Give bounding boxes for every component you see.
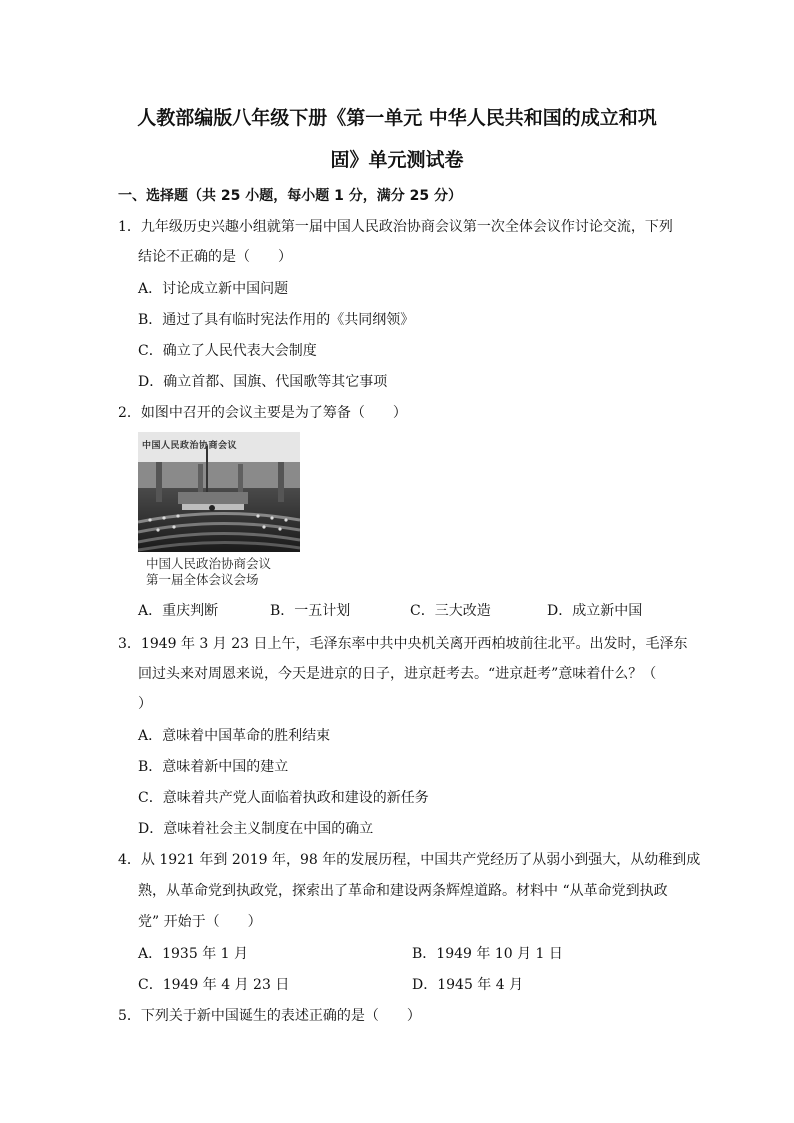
- q4-stem-line3: 党” 开始于（ ）: [138, 914, 262, 930]
- q3-option-d: D．意味着社会主义制度在中国的确立: [138, 821, 374, 837]
- q2-option-a: A．重庆判断: [138, 603, 219, 619]
- q4-option-a: A．1935 年 1 月: [138, 946, 248, 962]
- q1-stem-line2: 结论不正确的是（ ）: [138, 249, 292, 265]
- q1-option-d: D．确立首都、国旗、代国歌等其它事项: [138, 374, 388, 390]
- exam-title-line2: 固》单元测试卷: [330, 149, 464, 171]
- q3-stem-line3: ）: [138, 696, 152, 712]
- q3-stem-line1: 3．1949 年 3 月 23 日上午，毛泽东率中共中央机关离开西柏坡前往北平。出发时，毛泽东: [118, 636, 688, 652]
- q2-option-b: B．一五计划: [270, 603, 351, 619]
- conference-banner-text: 中国人民政治协商会议: [142, 441, 238, 451]
- figure-caption: [146, 556, 271, 588]
- q1-option-b: B．通过了具有临时宪法作用的《共同纲领》: [138, 312, 415, 328]
- conference-figure: [138, 432, 300, 594]
- q1-stem-line1: 1．九年级历史兴趣小组就第一届中国人民政治协商会议第一次全体会议作讨论交流，下列: [118, 219, 673, 235]
- q2-option-c: C．三大改造: [410, 603, 491, 619]
- q2-stem: 2．如图中召开的会议主要是为了筹备（ ）: [118, 405, 407, 421]
- q1-option-c: C．确立了人民代表大会制度: [138, 343, 317, 359]
- q4-option-c: C．1949 年 4 月 23 日: [138, 977, 290, 993]
- q2-option-d: D．成立新中国: [547, 603, 643, 619]
- q5-stem: 5．下列关于新中国诞生的表述正确的是（ ）: [118, 1008, 421, 1024]
- q4-option-b: B．1949 年 10 月 1 日: [412, 946, 563, 962]
- q4-option-d: D．1945 年 4 月: [412, 977, 524, 993]
- q3-stem-line2: 回过头来对周恩来说，今天是进京的日子，进京赶考去。“进京赶考”意味着什么？（: [138, 666, 657, 682]
- q4-stem-line2: 熟，从革命党到执政党，探索出了革命和建设两条辉煌道路。材料中 “从革命党到执政: [138, 883, 668, 899]
- figure-caption-line2: 第一届全体会议会场: [146, 572, 259, 587]
- q1-option-a: A．讨论成立新中国问题: [138, 281, 289, 297]
- q3-option-b: B．意味着新中国的建立: [138, 759, 289, 775]
- section-heading: 一、选择题（共 25 小题，每小题 1 分，满分 25 分）: [118, 188, 462, 204]
- conference-hall-photo: [138, 432, 300, 552]
- figure-caption-line1: 中国人民政治协商会议: [146, 556, 272, 571]
- q4-stem-line1: 4．从 1921 年到 2019 年，98 年的发展历程，中国共产党经历了从弱小到强大，从幼稚到成: [118, 852, 701, 868]
- q3-option-c: C．意味着共产党人面临着执政和建设的新任务: [138, 790, 429, 806]
- q3-option-a: A．意味着中国革命的胜利结束: [138, 728, 331, 744]
- exam-title-line1: 人教部编版八年级下册《第一单元 中华人民共和国的成立和巩: [137, 107, 657, 129]
